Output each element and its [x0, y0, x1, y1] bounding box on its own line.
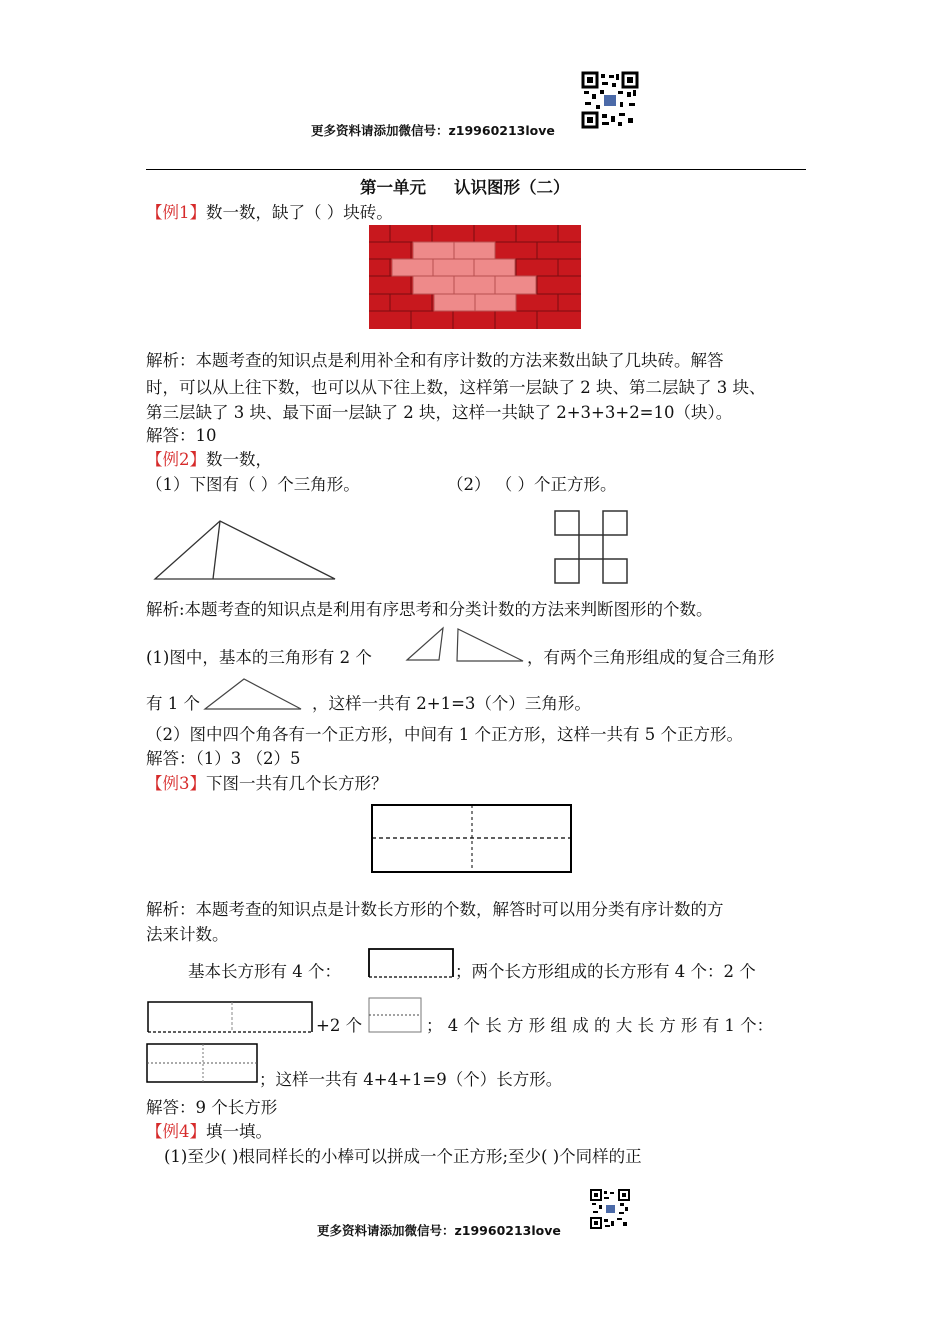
ex4-question: 填一填。	[206, 1122, 272, 1141]
ex3-tag: 【例3】	[146, 774, 206, 793]
small-triangle-right	[455, 627, 525, 663]
ex1-analysis-2: 时，可以从上往下数，也可以从下往上数，这样第一层缺了 2 块、第二层缺了 3 块、	[146, 378, 766, 397]
ex2-question: 数一数，	[206, 450, 272, 469]
ex2-a2-start: 有 1 个	[146, 694, 200, 713]
ex1-analysis-1: 解析：本题考查的知识点是利用补全和有序计数的方法来数出缺了几块砖。解答	[146, 351, 724, 370]
ex3-basic: 基本长方形有 4 个：	[188, 962, 341, 981]
ex3-answer: 解答：9 个长方形	[146, 1098, 278, 1117]
ex1-answer: 解答：10	[146, 426, 217, 445]
ex2-a2-end: ，这样一共有 2+1=3（个）三角形。	[312, 694, 591, 713]
ex2-answer: 解答：（1）3 （2）5	[146, 749, 301, 768]
squares-figure	[554, 510, 628, 584]
title-topic: 认识图形（二）	[454, 178, 570, 197]
ex3-question-line	[146, 773, 388, 795]
ex2-question-line	[146, 449, 272, 471]
ex1-tag: 【例1】	[146, 203, 206, 222]
ex3-question: 下图一共有几个长方形？	[206, 774, 388, 793]
two-rect-horizontal-icon	[146, 1000, 314, 1034]
two-rect-vertical-icon	[368, 997, 422, 1033]
ex1-analysis-3: 第三层缺了 3 块、最下面一层缺了 2 块，这样一共缺了 2+3+3+2=10（块）。	[146, 403, 733, 422]
ex4-q1: (1)至少( )根同样长的小棒可以拼成一个正方形;至少( )个同样的正	[164, 1147, 642, 1166]
ex3-two: ；两个长方形组成的长方形有 4 个：2 个	[455, 962, 756, 981]
triangle-figure	[153, 519, 337, 581]
wide-triangle	[203, 677, 303, 711]
ex1-question-line	[146, 202, 393, 224]
title-unit: 第一单元	[360, 178, 426, 197]
qr-code-bottom	[590, 1189, 630, 1229]
ex3-total: ；这样一共有 4+4+1=9（个）长方形。	[259, 1070, 563, 1089]
ex3-plus: +2 个	[316, 1016, 363, 1035]
footer-promo: 更多资料请添加微信号：z19960213love	[317, 1223, 561, 1238]
header-rule	[146, 169, 806, 170]
ex3-analysis-1: 解析：本题考查的知识点是计数长方形的个数，解答时可以用分类有序计数的方	[146, 900, 724, 919]
ex2-a3: （2）图中四个角各有一个正方形，中间有 1 个正方形，这样一共有 5 个正方形。	[146, 725, 743, 744]
small-triangle-left	[405, 626, 445, 662]
ex2-a1-start: (1)图中，基本的三角形有 2 个	[146, 648, 372, 667]
ex2-analysis: 解析:本题考查的知识点是利用有序思考和分类计数的方法来判断图形的个数。	[146, 600, 713, 619]
ex2-tag: 【例2】	[146, 450, 206, 469]
rectangle-grid-figure	[371, 804, 572, 873]
ex4-question-line	[146, 1121, 272, 1143]
ex1-question: 数一数，缺了（ ）块砖。	[206, 203, 393, 222]
four-rect-icon	[146, 1043, 258, 1083]
ex3-four: ； 4 个 长 方 形 组 成 的 大 长 方 形 有 1 个：	[426, 1016, 774, 1035]
ex3-analysis-2: 法来计数。	[146, 925, 229, 944]
ex2-q1: （1）下图有（ ）个三角形。	[146, 475, 360, 494]
basic-rect-icon	[367, 947, 455, 979]
ex2-a1-end: ，有两个三角形组成的复合三角形	[527, 648, 775, 667]
qr-code-top	[582, 72, 638, 128]
ex4-tag: 【例4】	[146, 1122, 206, 1141]
ex2-q2: （2） （ ）个正方形。	[447, 475, 617, 494]
brick-wall-figure	[369, 225, 581, 329]
page-title	[360, 174, 570, 198]
header-promo: 更多资料请添加微信号：z19960213love	[311, 123, 555, 138]
